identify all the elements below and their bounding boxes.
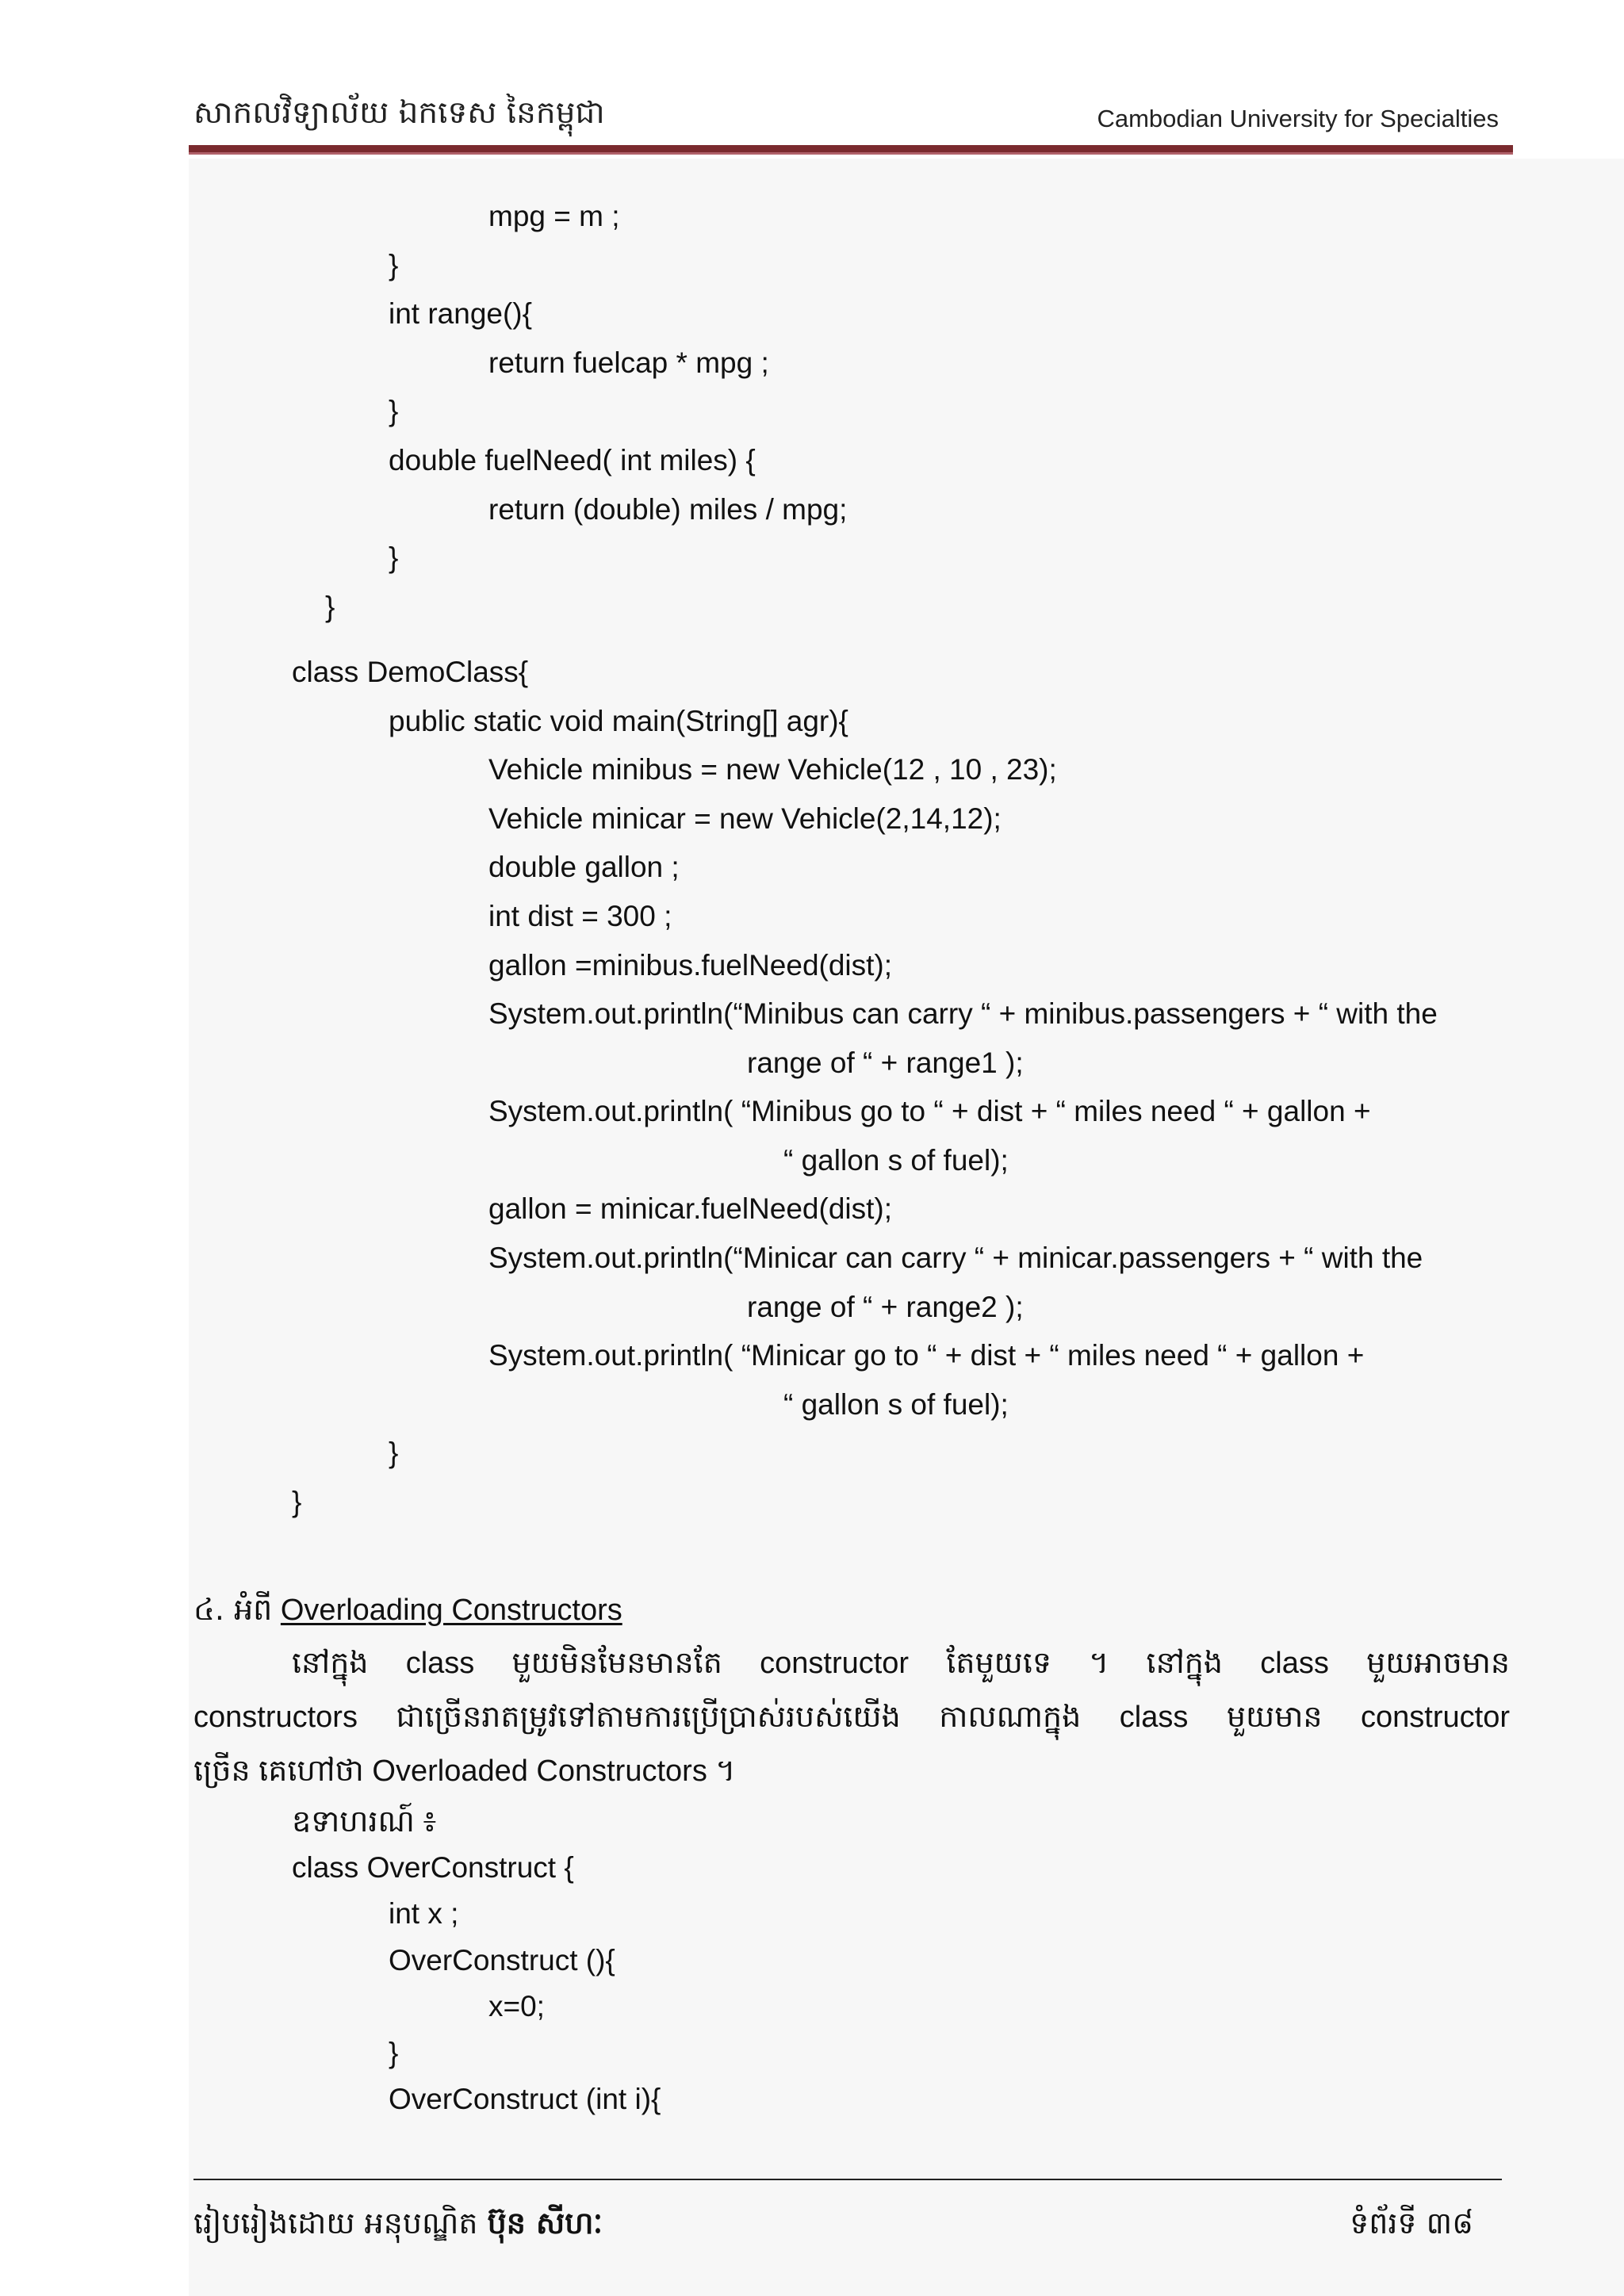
code-line: System.out.println(“Minibus can carry “ + minibus.passengers + “ with the (488, 997, 1438, 1030)
code-line: gallon = minicar.fuelNeed(dist); (488, 1192, 893, 1225)
example-label: ឧទាហរណ៍ ៖ (292, 1805, 437, 1839)
footer-prefix: រៀបរៀងដោយ អនុបណ្ឌិត (193, 2206, 488, 2241)
code-line: Vehicle minicar = new Vehicle(2,14,12); (488, 802, 1002, 835)
page-number: ទំព័រទី ៣៨ (1350, 2206, 1473, 2241)
code-line: } (292, 1486, 302, 1518)
code-line: System.out.println( “Minicar go to “ + dist + “ miles need “ + gallon + (488, 1339, 1365, 1372)
code-line: gallon =minibus.fuelNeed(dist); (488, 949, 893, 982)
code-line: int x ; (389, 1897, 459, 1930)
section-heading (193, 1590, 622, 1630)
code-line: range of “ + range1 ); (747, 1047, 1024, 1079)
footer-author (193, 2204, 603, 2248)
header-university-english: Cambodian University for Specialties (1097, 105, 1499, 132)
code-line: int dist = 300 ; (488, 900, 672, 932)
section-title-text: Overloading Constructors (280, 1594, 622, 1627)
code-line: “ gallon s of fuel); (783, 1144, 1009, 1177)
code-line: } (389, 1437, 399, 1469)
code-line: } (389, 395, 399, 427)
code-line: } (389, 2037, 399, 2069)
code-line: OverConstruct (){ (389, 1944, 615, 1976)
footer-author-name: ប៊ុន សីហៈ (487, 2206, 603, 2241)
code-line: mpg = m ; (488, 200, 620, 232)
code-line: System.out.println(“Minicar can carry “ + minicar.passengers + “ with the (488, 1242, 1423, 1274)
code-line: public static void main(String[] agr){ (389, 705, 848, 737)
code-line: class OverConstruct { (292, 1851, 574, 1884)
code-line: double gallon ; (488, 851, 680, 883)
paragraph-line: constructors ជាច្រើនរាតម្រូវទៅតាមការប្រើប្រាស់របស់យើង កាលណាក្នុង class មួយមាន constructor (193, 1701, 1510, 1734)
paragraph-line: នៅក្នុង class មួយមិនមែនមានតែ constructor តែមួយទេ ។ នៅក្នុង class មួយអាចមាន (292, 1647, 1510, 1680)
code-line: return fuelcap * mpg ; (488, 346, 769, 379)
code-line: int range(){ (389, 297, 532, 330)
section-number: ៤. អំពី (193, 1592, 273, 1627)
code-line: range of “ + range2 ); (747, 1291, 1024, 1323)
header-university-khmer: សាកលវិទ្យាល័យ ឯកទេស នៃកម្ពុជា (193, 95, 605, 131)
paragraph-line: ច្រើន គេហៅថា Overloaded Constructors ។ (193, 1755, 736, 1788)
code-line: } (389, 541, 399, 574)
code-line: } (389, 249, 399, 281)
code-line: return (double) miles / mpg; (488, 493, 848, 526)
code-line: x=0; (488, 1990, 545, 2022)
code-line: Vehicle minibus = new Vehicle(12 , 10 , 23); (488, 753, 1057, 786)
code-line: } (325, 591, 335, 623)
header-divider (189, 145, 1513, 155)
code-line: OverConstruct (int i){ (389, 2083, 661, 2115)
code-line: “ gallon s of fuel); (783, 1388, 1009, 1421)
code-line: class DemoClass{ (292, 656, 529, 688)
code-line: System.out.println( “Minibus go to “ + dist + “ miles need “ + gallon + (488, 1095, 1371, 1127)
code-line: double fuelNeed( int miles) { (389, 444, 756, 476)
footer-divider (193, 2179, 1502, 2180)
